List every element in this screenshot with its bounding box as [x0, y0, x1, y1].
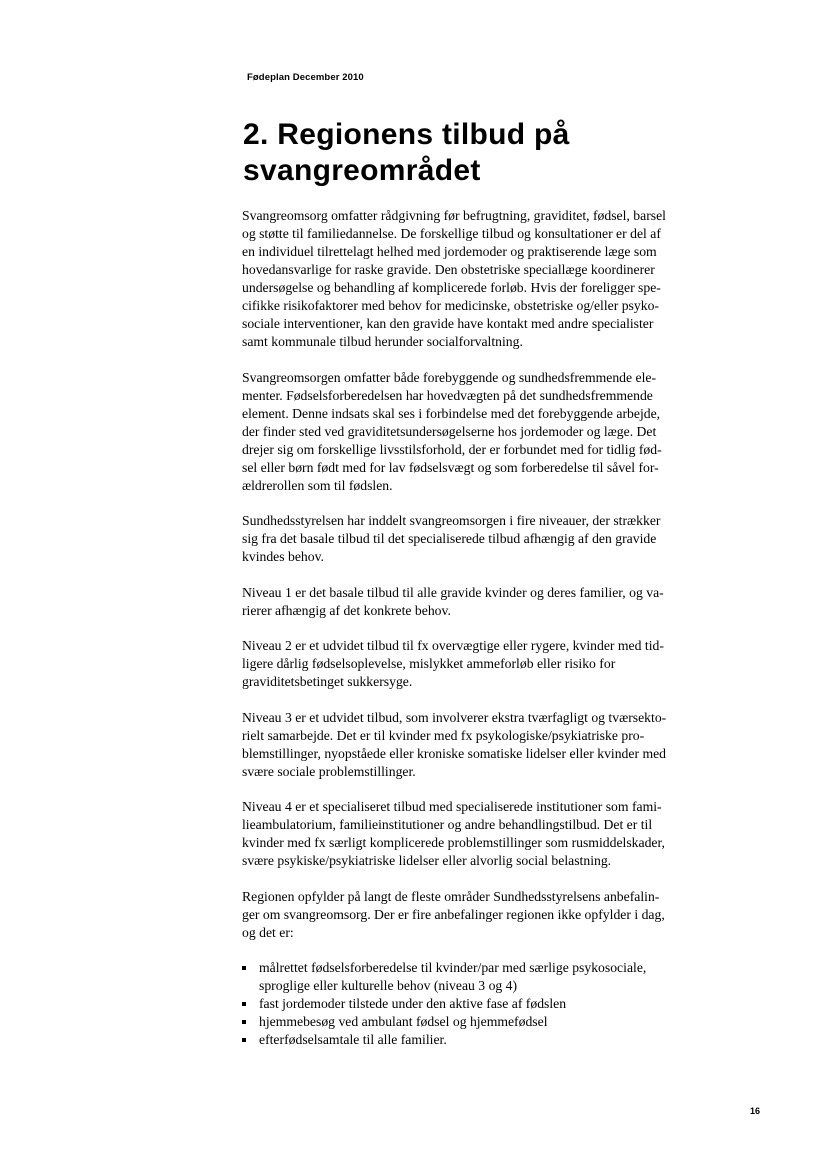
page-title: [243, 117, 743, 189]
list-item: [242, 959, 702, 995]
paragraph-level-3: [242, 709, 702, 781]
text-line: sig fra det basale tilbud til det specialiserede tilbud afhængig af den gravide: [242, 531, 657, 546]
paragraph-level-2: [242, 637, 702, 691]
text-line: målrettet fødselsforberedelse til kvinder/par med særlige psykosociale,: [259, 960, 647, 975]
text-line: ældrerollen som til fødslen.: [242, 477, 393, 493]
text-line: efterfødselsamtale til alle familier.: [259, 1032, 447, 1047]
paragraph-prevention: [242, 369, 702, 495]
text-line: kvinder med fx særligt komplicerede problemstillinger som rusmiddelskader,: [242, 835, 665, 850]
paragraph-intro: [242, 207, 702, 351]
text-line: samt kommunale tilbud herunder socialforvaltning.: [242, 334, 523, 349]
text-line: ger om svangreomsorg. Der er fire anbefalinger regionen ikke opfylder i dag,: [242, 906, 665, 922]
text-line: sproglige eller kulturelle behov (niveau 3 og 4): [259, 978, 518, 993]
text-line: Svangreomsorg omfatter rådgivning før befrugtning, graviditet, fødsel, barsel: [242, 208, 666, 223]
text-line: Svangreomsorgen omfatter både forebyggende og sundhedsfremmende ele-: [242, 369, 657, 385]
bullet-icon: [242, 1038, 246, 1042]
page-title-line: 2. Regionens tilbud på: [243, 118, 570, 151]
text-line: undersøgelse og behandling af komplicerede forløb. Hvis der foreligger spe-: [242, 280, 661, 295]
recommendations-list: [242, 959, 702, 1049]
text-line: svære psykiske/psykiatriske lidelser eller alvorlig social belastning.: [242, 853, 612, 868]
bullet-icon: [242, 966, 246, 970]
text-line: hovedansvarlige for raske gravide. Den obstetriske speciallæge koordinerer: [242, 262, 655, 277]
bullet-icon: [242, 1020, 246, 1024]
text-line: rierer afhængig af det konkrete behov.: [242, 602, 451, 618]
text-line: Niveau 2 er et udvidet tilbud til fx overvægtige eller rygere, kvinder med tid-: [242, 638, 664, 653]
paragraph-level-1: [242, 584, 702, 620]
text-line: fast jordemoder tilstede under den aktive fase af fødslen: [259, 996, 567, 1011]
text-line: sociale interventioner, kan den gravide have kontakt med andre specialister: [242, 316, 654, 331]
text-line: lieambulatorium, familieinstitutioner og andre behandlingstilbud. Det er til: [242, 817, 653, 832]
text-line: element. Denne indsats skal ses i forbindelse med det forebyggende arbejde,: [242, 405, 661, 421]
text-line: ligere dårlig fødselsoplevelse, mislykket ammeforløb eller risiko for graviditetsbetinget sukkersyge.: [242, 656, 616, 689]
text-line: kvindes behov.: [242, 549, 324, 564]
page-number: 16: [750, 1106, 761, 1116]
page-title-line: svangreområdet: [243, 154, 481, 187]
body-text: [242, 207, 702, 1049]
text-line: og støtte til familiedannelse. De forskellige tilbud og konsultationer er del af: [242, 226, 661, 241]
list-item: [242, 995, 702, 1013]
text-line: Regionen opfylder på langt de fleste områder Sundhedsstyrelsens anbefalin-: [242, 888, 660, 904]
running-header: Fødeplan December 2010: [247, 72, 364, 83]
paragraph-levels-intro: [242, 512, 702, 566]
text-line: Sundhedsstyrelsen har inddelt svangreomsorgen i fire niveauer, der strækker: [242, 513, 661, 528]
text-line: Niveau 3 er et udvidet tilbud, som involverer ekstra tværfagligt og tværsekto-: [242, 709, 667, 725]
text-line: rielt samarbejde. Det er til kvinder med fx psykologiske/psykiatriske pro-: [242, 727, 645, 743]
paragraph-recommendations: [242, 888, 702, 942]
text-line: Niveau 1 er det basale tilbud til alle gravide kvinder og deres familier, og va-: [242, 584, 664, 600]
text-line: blemstillinger, nyopståede eller kroniske somatiske lidelser eller kvinder med: [242, 745, 667, 761]
text-line: og det er:: [242, 924, 294, 940]
list-item: [242, 1013, 702, 1031]
text-line: hjemmebesøg ved ambulant fødsel og hjemmefødsel: [259, 1014, 548, 1029]
text-line: der finder sted ved graviditetsundersøgelserne hos jordemoder og læge. Det: [242, 423, 657, 439]
bullet-icon: [242, 1002, 246, 1006]
text-line: cifikke risikofaktorer med behov for medicinske, obstetriske og/eller psyko-: [242, 298, 659, 313]
text-line: drejer sig om forskellige livsstilsforhold, der er forbundet med for tidlig fød-: [242, 441, 662, 457]
text-line: Niveau 4 er et specialiseret tilbud med specialiserede institutioner som fami-: [242, 799, 662, 814]
text-line: en individuel tilrettelagt helhed med jordemoder og praktiserende læge som: [242, 244, 657, 259]
text-line: svære sociale problemstillinger.: [242, 763, 416, 779]
paragraph-level-4: [242, 798, 702, 870]
text-line: sel eller børn født med for lav fødselsvægt og som forberedelse til såvel for-: [242, 459, 659, 475]
text-line: menter. Fødselsforberedelsen har hovedvægten på det sundhedsfremmende: [242, 387, 653, 403]
list-item: [242, 1031, 702, 1049]
